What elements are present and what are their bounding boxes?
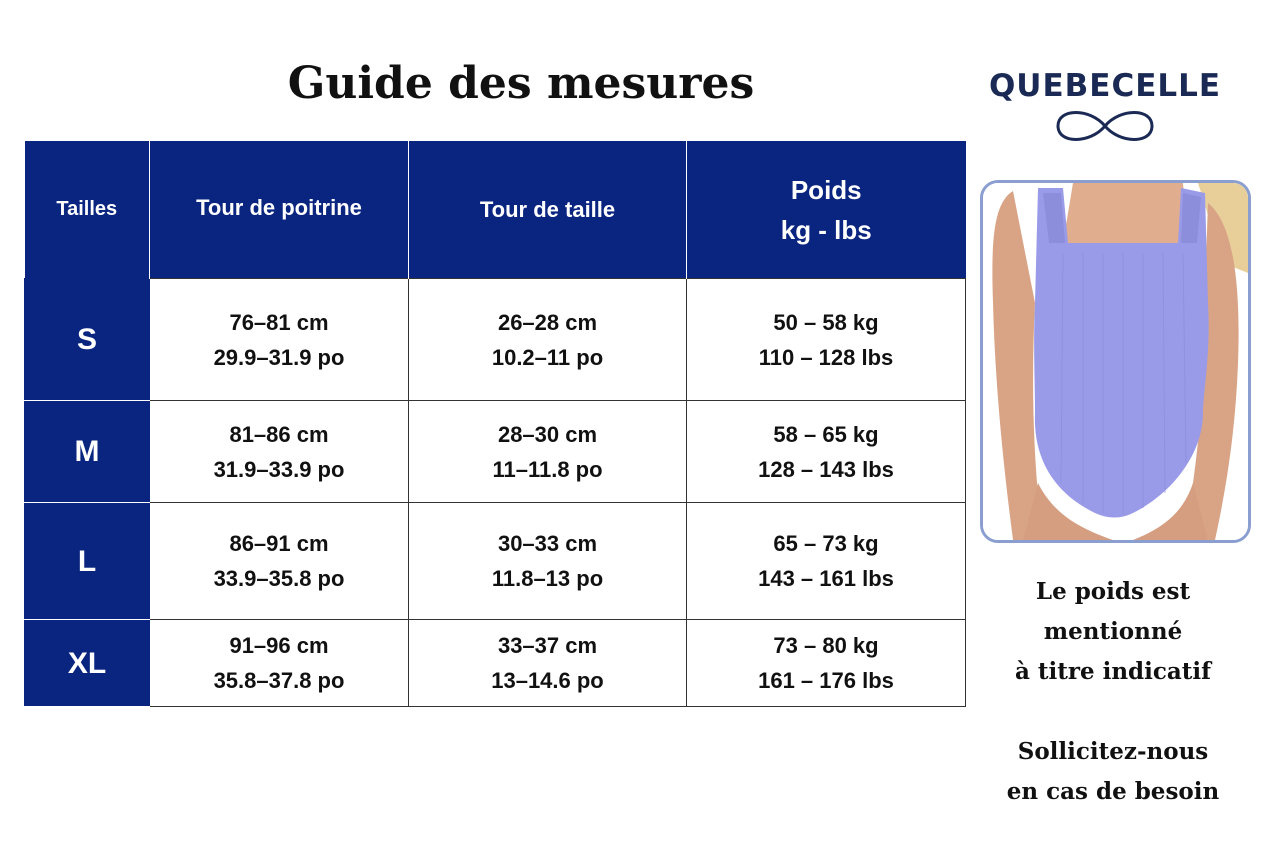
bust-cm: 86–91 cm	[229, 531, 329, 556]
header-weight-label: Poids	[790, 174, 862, 205]
weight-lbs: 128 – 143 lbs	[758, 456, 894, 482]
note-line-1: Le poids est mentionné	[1035, 578, 1191, 645]
waist-po: 11.8–13 po	[491, 566, 604, 591]
table-row	[25, 503, 966, 620]
waist-cell	[409, 503, 687, 620]
bust-po: 33.9–35.8 po	[213, 566, 345, 591]
waist-cell	[409, 279, 687, 401]
waist-cell	[409, 620, 687, 707]
size-label: S	[25, 279, 150, 401]
header-bust-label: Tour de poitrine	[196, 194, 362, 220]
bust-cell	[150, 279, 409, 401]
waist-cell	[409, 401, 687, 503]
brand-logo	[980, 68, 1230, 148]
infinity-icon	[1040, 104, 1170, 148]
header-weight	[687, 141, 966, 279]
bust-cell	[150, 503, 409, 620]
weight-lbs: 161 – 176 lbs	[758, 668, 894, 693]
note-line-4: en cas de besoin	[1006, 778, 1220, 805]
bust-cm: 81–86 cm	[229, 421, 329, 447]
product-photo	[980, 180, 1251, 543]
note-line-2: à titre indicatif	[1014, 658, 1212, 685]
weight-kg: 50 – 58 kg	[773, 309, 879, 335]
bust-cm: 91–96 cm	[229, 633, 329, 658]
table-header-row	[25, 141, 966, 279]
bust-po: 29.9–31.9 po	[213, 344, 345, 370]
bust-po: 31.9–33.9 po	[213, 456, 345, 482]
waist-po: 11–11.8 po	[492, 456, 603, 482]
header-size: Tailles	[25, 141, 150, 279]
weight-kg: 65 – 73 kg	[773, 531, 879, 556]
weight-kg: 58 – 65 kg	[773, 421, 879, 447]
bust-cell	[150, 620, 409, 707]
weight-cell	[687, 620, 966, 707]
weight-cell	[687, 279, 966, 401]
size-chart-table	[24, 141, 966, 707]
note-line-3: Sollicitez-nous	[1017, 738, 1209, 765]
table-row	[25, 279, 966, 401]
size-label: XL	[25, 620, 150, 707]
weight-kg: 73 – 80 kg	[773, 633, 879, 658]
table-row	[25, 620, 966, 707]
size-label: M	[25, 401, 150, 503]
brand-name: QUEBECELLE	[988, 68, 1222, 104]
weight-disclaimer	[965, 572, 1261, 812]
waist-cm: 26–28 cm	[497, 309, 598, 335]
page-title: Guide des mesures	[287, 58, 755, 109]
waist-cm: 30–33 cm	[497, 531, 598, 556]
waist-po: 10.2–11 po	[491, 344, 604, 370]
waist-cm: 28–30 cm	[497, 421, 598, 447]
weight-lbs: 143 – 161 lbs	[758, 566, 894, 591]
weight-cell	[687, 503, 966, 620]
header-weight-units: kg - lbs	[780, 214, 872, 245]
size-label: L	[25, 503, 150, 620]
header-waist: Tour de taille	[409, 141, 687, 279]
bust-cm: 76–81 cm	[229, 309, 329, 335]
header-bust	[150, 141, 409, 279]
bust-cell	[150, 401, 409, 503]
bodysuit-model-image	[983, 183, 1248, 540]
weight-cell	[687, 401, 966, 503]
waist-po: 13–14.6 po	[491, 668, 604, 693]
weight-lbs: 110 – 128 lbs	[758, 344, 894, 370]
waist-cm: 33–37 cm	[497, 633, 598, 658]
table-row	[25, 401, 966, 503]
bust-po: 35.8–37.8 po	[213, 668, 345, 693]
